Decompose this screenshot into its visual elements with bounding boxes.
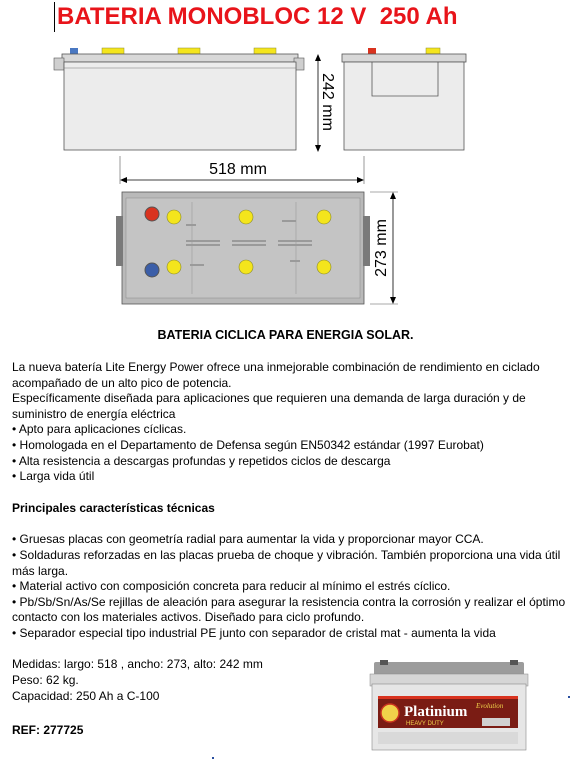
stray-mark xyxy=(568,696,570,698)
side-terminal-red xyxy=(368,48,376,54)
length-label: 518 mm xyxy=(209,161,267,178)
top-view xyxy=(116,192,370,304)
positive-terminal xyxy=(145,207,159,221)
front-handle-left xyxy=(54,58,64,70)
battery-dimension-diagram xyxy=(0,34,571,324)
battery-photo xyxy=(364,658,534,756)
features-heading: Principales características técnicas xyxy=(12,500,215,515)
front-case xyxy=(64,62,296,150)
photo-brand: Platinium xyxy=(404,704,468,720)
spec-capacity: Capacidad: 250 Ah a C-100 xyxy=(12,689,160,703)
front-vent-cap xyxy=(178,48,200,54)
side-case xyxy=(344,62,464,150)
feature-bullet: • Soldaduras reforzadas en las placas prueba de choque y vibración. También proporciona una vida útil más larga. xyxy=(12,547,561,578)
stray-mark xyxy=(212,757,214,759)
feature-bullet: • Separador especial tipo industrial PE junto con separador de cristal mat - aumenta la vida xyxy=(12,625,496,640)
intro-bullet: • Larga vida útil xyxy=(12,469,95,484)
front-terminal-blue xyxy=(70,48,78,54)
negative-terminal xyxy=(145,263,159,277)
intro-bullet: • Apto para aplicaciones cíclicas. xyxy=(12,422,187,437)
vent-cap xyxy=(239,210,253,224)
spec-weight: Peso: 62 kg. xyxy=(12,673,79,687)
front-vent-cap xyxy=(102,48,124,54)
feature-bullet: • Material activo con composición concreta para reducir al mínimo el estrés cíclico. xyxy=(12,579,451,594)
intro-bullet: • Homologada en el Departamento de Defensa según EN50342 estándar (1997 Eurobat) xyxy=(12,437,484,452)
front-vent-cap xyxy=(254,48,276,54)
page-title: BATERIA MONOBLOC 12 V 250 Ah xyxy=(54,2,569,32)
specs-block xyxy=(12,656,352,704)
top-handle-right xyxy=(363,216,370,266)
feature-bullet: • Gruesas placas con geometría radial para aumentar la vida y proporcionar mayor CCA. xyxy=(12,532,484,547)
intro-paragraph: La nueva batería Lite Energy Power ofrece una inmejorable combinación de rendimiento en ciclado acompañado de un alto pico de potencia. xyxy=(12,360,540,390)
width-dimension xyxy=(370,192,398,304)
front-view xyxy=(54,48,304,150)
vent-cap xyxy=(239,260,253,274)
photo-subtitle: HEAVY DUTY xyxy=(406,721,444,727)
feature-bullet: • Pb/Sb/Sn/As/Se rejillas de aleación para asegurar la resistencia contra la corrosión y realizar el óptimo contacto con los materiales activos. Diseñado para ciclo profundo. xyxy=(12,594,566,625)
side-view xyxy=(342,48,466,150)
width-label: 273 mm xyxy=(373,219,390,277)
intro-bullet: • Alta resistencia a descargas profundas y repetidos ciclos de descarga xyxy=(12,453,391,468)
description-block xyxy=(12,360,568,642)
vent-cap xyxy=(317,260,331,274)
subheading: BATERIA CICLICA PARA ENERGIA SOLAR. xyxy=(157,328,414,342)
top-handle-left xyxy=(116,216,123,266)
front-lid xyxy=(62,54,298,62)
length-dimension xyxy=(120,156,364,184)
height-dimension xyxy=(315,54,336,152)
reference-code: REF: 277725 xyxy=(12,723,84,737)
brand-logo-icon xyxy=(381,704,399,722)
vent-cap xyxy=(317,210,331,224)
photo-script: Evolution xyxy=(476,702,504,710)
height-label: 242 mm xyxy=(319,73,336,131)
intro-paragraph: Específicamente diseñada para aplicaciones que requieren una demanda de larga duración y de suministro de energía eléctrica xyxy=(12,391,526,421)
vent-cap xyxy=(167,210,181,224)
side-vent-cap xyxy=(426,48,440,54)
spec-dimensions: Medidas: largo: 518 , ancho: 273, alto: 242 mm xyxy=(12,657,263,671)
vent-cap xyxy=(167,260,181,274)
